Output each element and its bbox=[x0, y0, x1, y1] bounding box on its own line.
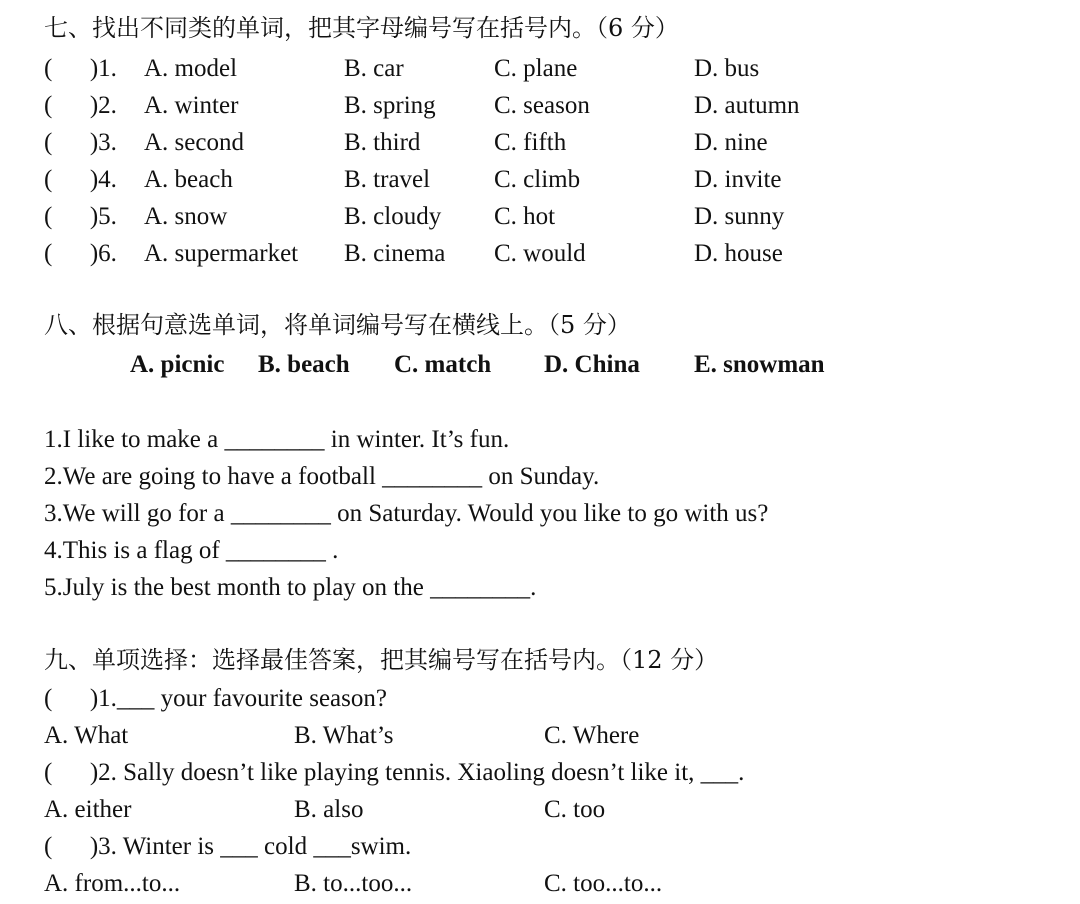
choice-b: B. What’s bbox=[294, 722, 394, 749]
option-c: C. fifth bbox=[494, 129, 567, 156]
option-d: D. nine bbox=[694, 129, 768, 156]
sentence: 2.We are going to have a football ________ on Sunday. bbox=[44, 463, 600, 490]
option-b: B. cinema bbox=[344, 240, 446, 267]
sentence: 1.I like to make a ________ in winter. It’s fun. bbox=[44, 426, 510, 453]
section-9-heading: 九、单项选择：选择最佳答案，把其编号写在括号内。（12 分） bbox=[44, 646, 719, 674]
question-number: ( )3. bbox=[44, 129, 117, 156]
choice-b: B. also bbox=[294, 796, 364, 823]
choice-b: B. to...too... bbox=[294, 870, 413, 897]
option-b: B. cloudy bbox=[344, 203, 442, 230]
option-b: B. third bbox=[344, 129, 421, 156]
question-stem: ( )3. Winter is ___ cold ___swim. bbox=[44, 833, 412, 860]
word-bank-option: D. China bbox=[544, 351, 640, 378]
choice-c: C. too...to... bbox=[544, 870, 663, 897]
word-bank-option: C. match bbox=[394, 351, 492, 378]
word-bank-option: B. beach bbox=[258, 351, 350, 378]
option-d: D. house bbox=[694, 240, 783, 267]
option-b: B. car bbox=[344, 55, 404, 82]
question-number: ( )1. bbox=[44, 55, 117, 82]
question-number: ( )2. bbox=[44, 92, 117, 119]
option-b: B. spring bbox=[344, 92, 436, 119]
question-number: ( )5. bbox=[44, 203, 117, 230]
option-a: A. model bbox=[144, 55, 238, 82]
section-7-heading: 七、找出不同类的单词，把其字母编号写在括号内。（6 分） bbox=[44, 14, 679, 42]
option-d: D. autumn bbox=[694, 92, 800, 119]
word-bank-option: A. picnic bbox=[130, 351, 225, 378]
choice-a: A. What bbox=[44, 722, 129, 749]
sentence: 3.We will go for a ________ on Saturday. Would you like to go with us? bbox=[44, 500, 769, 527]
option-d: D. sunny bbox=[694, 203, 785, 230]
option-a: A. supermarket bbox=[144, 240, 299, 267]
choice-c: C. Where bbox=[544, 722, 640, 749]
option-a: A. beach bbox=[144, 166, 233, 193]
sentence: 5.July is the best month to play on the ________. bbox=[44, 574, 537, 601]
option-a: A. snow bbox=[144, 203, 228, 230]
option-c: C. climb bbox=[494, 166, 581, 193]
option-a: A. second bbox=[144, 129, 244, 156]
question-number: ( )4. bbox=[44, 166, 117, 193]
question-number: ( )6. bbox=[44, 240, 117, 267]
option-c: C. season bbox=[494, 92, 590, 119]
choice-a: A. either bbox=[44, 796, 132, 823]
section-8-heading: 八、根据句意选单词，将单词编号写在横线上。（5 分） bbox=[44, 311, 631, 339]
word-bank-option: E. snowman bbox=[694, 351, 825, 378]
question-stem: ( )1.___ your favourite season? bbox=[44, 685, 387, 712]
choice-a: A. from...to... bbox=[44, 870, 181, 897]
choice-c: C. too bbox=[544, 796, 606, 823]
option-c: C. plane bbox=[494, 55, 578, 82]
option-a: A. winter bbox=[144, 92, 239, 119]
sentence: 4.This is a flag of ________ . bbox=[44, 537, 339, 564]
question-stem: ( )2. Sally doesn’t like playing tennis. Xiaoling doesn’t like it, ___. bbox=[44, 759, 745, 786]
option-d: D. invite bbox=[694, 166, 782, 193]
option-b: B. travel bbox=[344, 166, 431, 193]
option-c: C. hot bbox=[494, 203, 556, 230]
option-d: D. bus bbox=[694, 55, 760, 82]
option-c: C. would bbox=[494, 240, 586, 267]
